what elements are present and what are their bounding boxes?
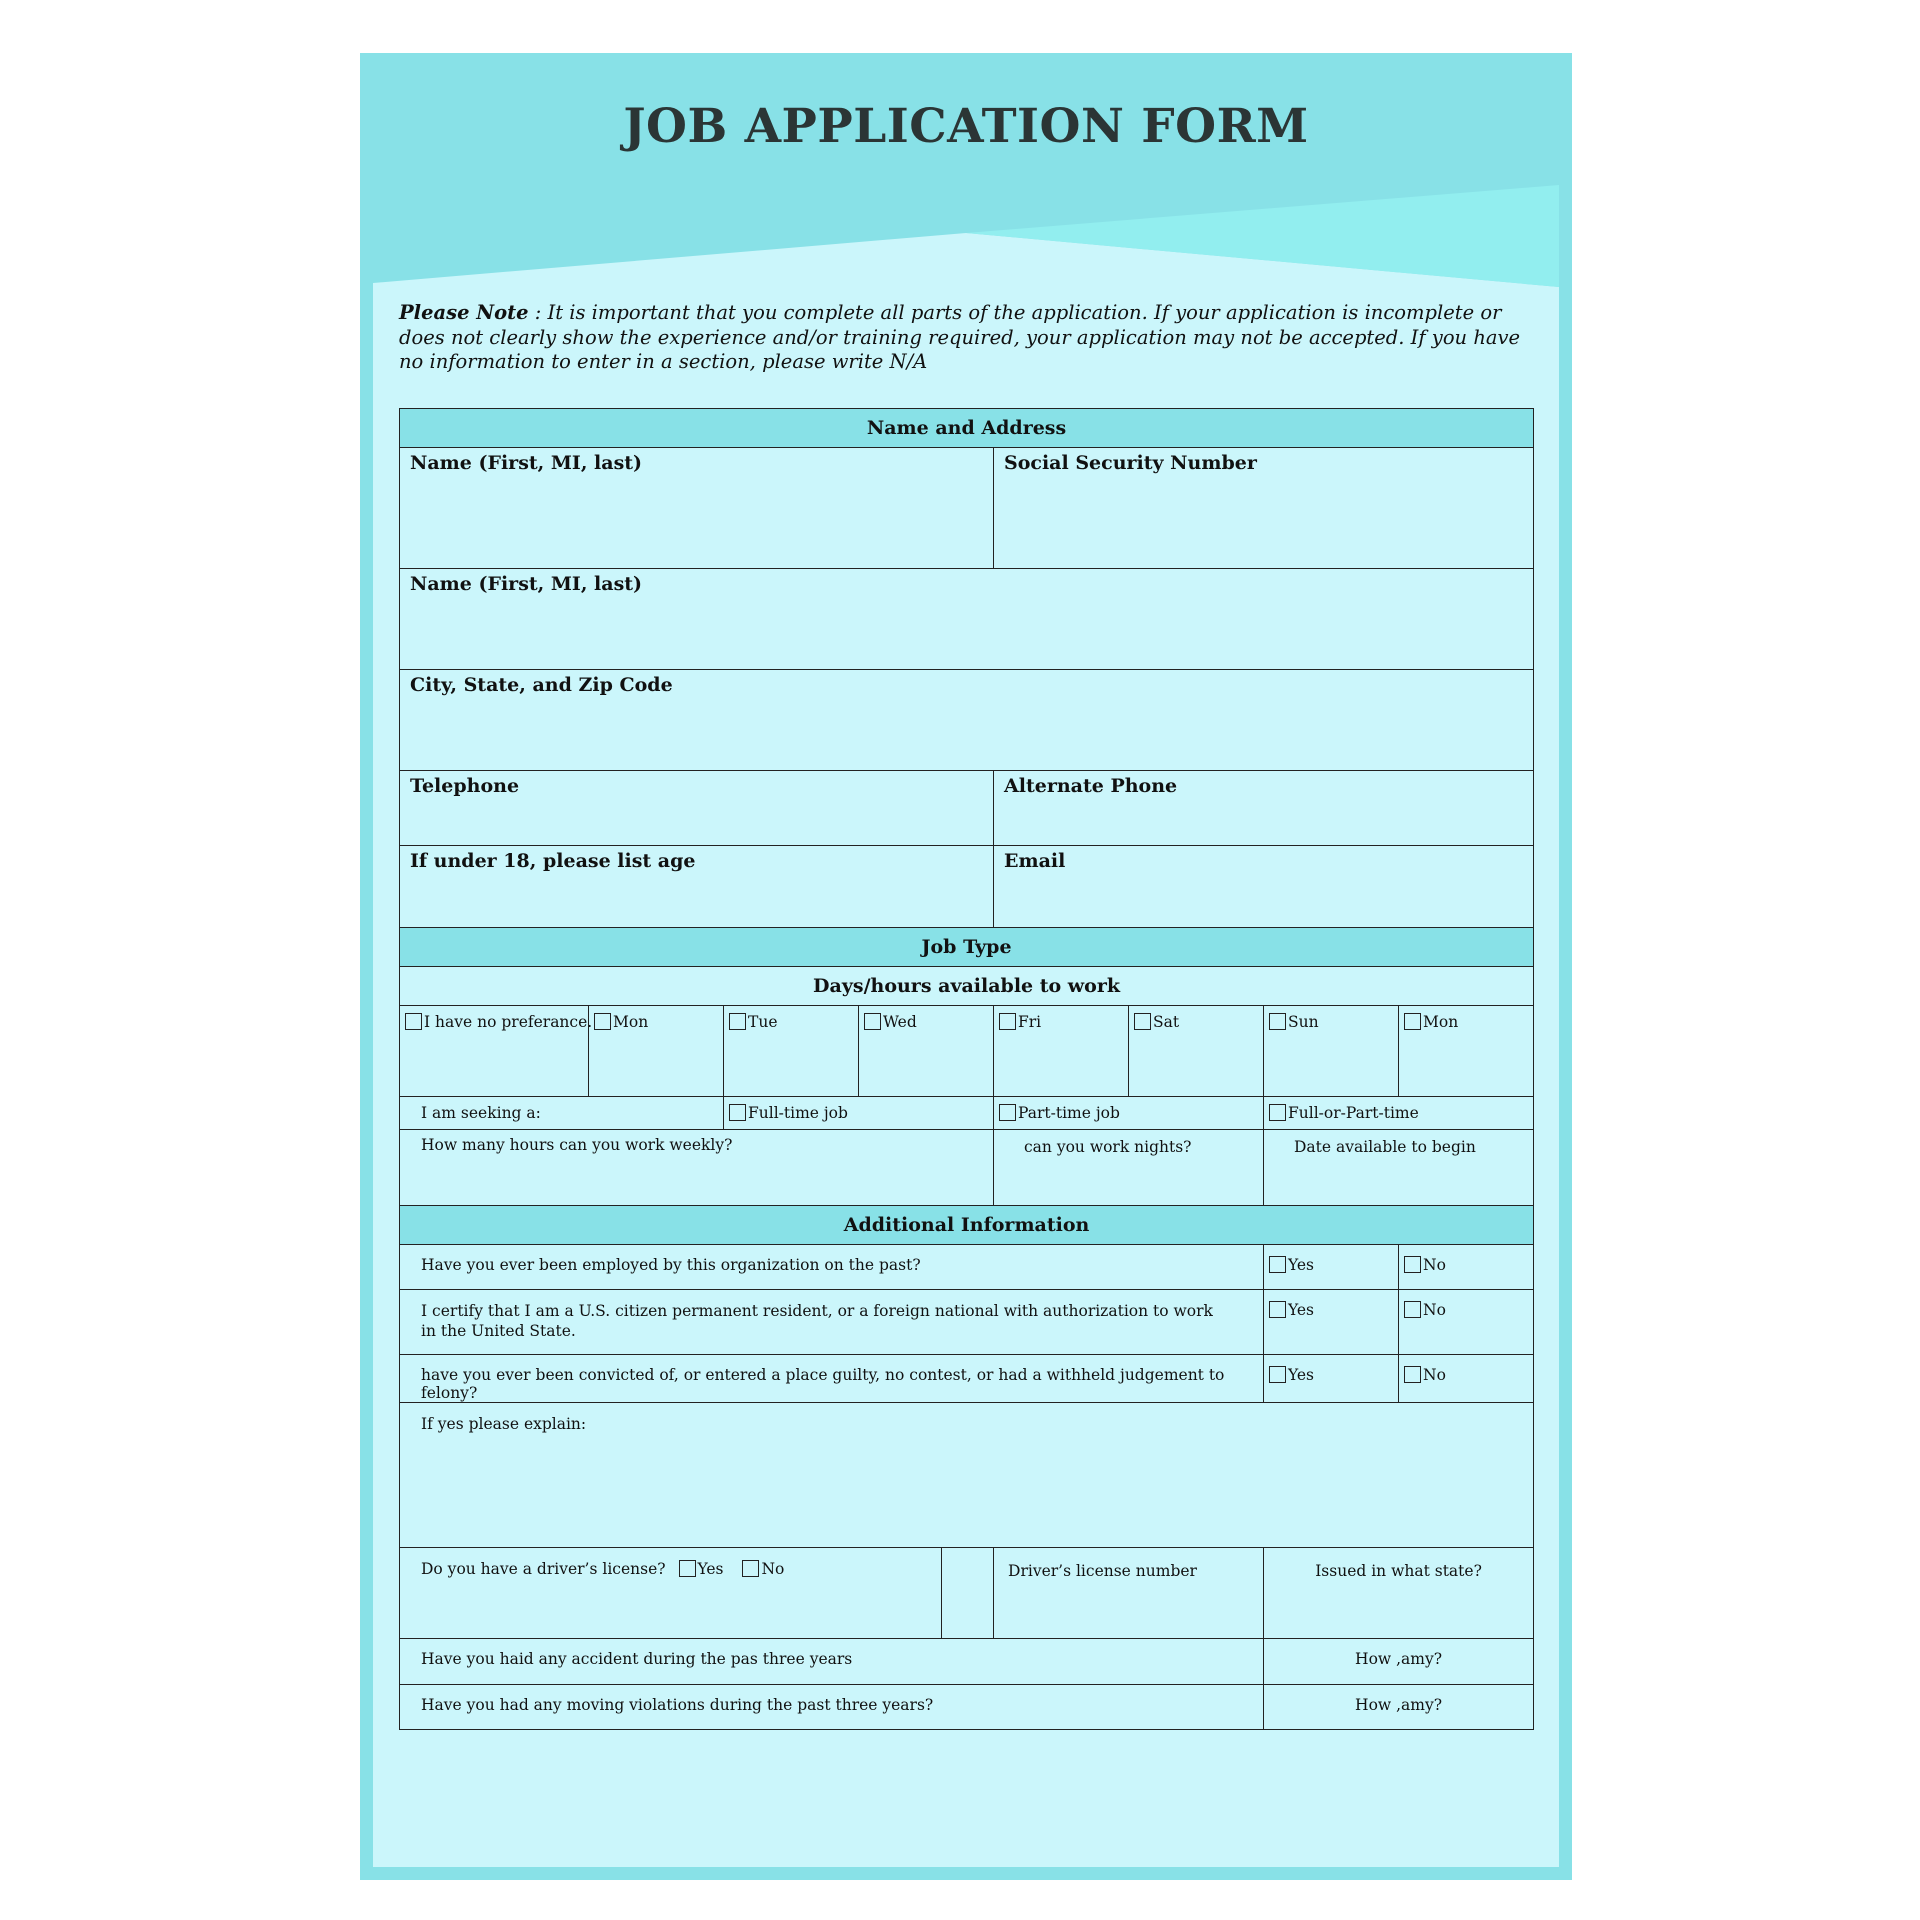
- no-label: No: [1423, 1301, 1446, 1319]
- yes-label: Yes: [697, 1560, 724, 1578]
- checkbox-full-or-part-time[interactable]: [1269, 1104, 1286, 1121]
- accident-question: [400, 1639, 1264, 1685]
- employed-question-text: Have you ever been employed by this organization on the past?: [421, 1256, 921, 1274]
- day-label: Mon: [613, 1013, 649, 1031]
- day-label: Fri: [1018, 1013, 1042, 1031]
- note-text: : It is important that you complete all parts of the application. If your application is incomplete or does not clearly show the experience and/or training required, your application may not be accepted. If you have no information to enter in a section, please write N/A: [399, 301, 1521, 373]
- citizen-yes[interactable]: [1264, 1290, 1399, 1355]
- checkbox-citizen-no[interactable]: [1404, 1301, 1421, 1318]
- section-header-name-address: Name and Address: [400, 409, 1534, 448]
- checkbox-fri[interactable]: [999, 1013, 1016, 1030]
- divider: [941, 1547, 942, 1639]
- convicted-question-text: have you ever been convicted of, or entered a place guilty, no contest, or had a withheld judgement to felony?: [421, 1366, 1225, 1402]
- checkbox-part-time[interactable]: [999, 1104, 1016, 1121]
- email-label: Email: [1004, 850, 1066, 872]
- city-state-zip-field[interactable]: [400, 670, 1534, 771]
- employed-question: [400, 1245, 1264, 1290]
- page-title: JOB APPLICATION FORM: [623, 99, 1309, 154]
- checkbox-sat[interactable]: [1134, 1013, 1151, 1030]
- hours-weekly-field[interactable]: [400, 1130, 994, 1206]
- ssn-label: Social Security Number: [1004, 452, 1257, 474]
- city-label: City, State, and Zip Code: [410, 674, 673, 696]
- convicted-question: [400, 1355, 1264, 1403]
- day-label: Wed: [883, 1013, 917, 1031]
- employed-yes[interactable]: [1264, 1245, 1399, 1290]
- name-label-2: Name (First, MI, last): [410, 573, 643, 595]
- telephone-label: Telephone: [410, 775, 520, 797]
- license-number-label: Driver’s license number: [1008, 1562, 1197, 1580]
- age-label: If under 18, please list age: [410, 850, 696, 872]
- section-header-job-type: Job Type: [400, 928, 1534, 967]
- no-label: No: [1423, 1256, 1446, 1274]
- accident-how-many-field[interactable]: [1264, 1639, 1534, 1685]
- seeking-label: I am seeking a:: [421, 1104, 541, 1122]
- date-available-field[interactable]: [1264, 1130, 1534, 1206]
- instructions-note: [399, 301, 1539, 375]
- checkbox-convicted-yes[interactable]: [1269, 1366, 1286, 1383]
- day-cell-mon-2[interactable]: [1399, 1006, 1534, 1097]
- seeking-label-cell: [400, 1097, 724, 1130]
- name-field-2[interactable]: [400, 569, 1534, 670]
- day-cell-fri[interactable]: [994, 1006, 1129, 1097]
- violations-how-many-field[interactable]: [1264, 1685, 1534, 1730]
- checkbox-no-preference[interactable]: [405, 1013, 422, 1030]
- section-header-additional: Additional Information: [400, 1206, 1534, 1245]
- days-hours-header: Days/hours available to work: [400, 967, 1534, 1006]
- application-table: [399, 408, 1534, 1730]
- day-label: I have no preferance.: [424, 1013, 593, 1031]
- checkbox-sun[interactable]: [1269, 1013, 1286, 1030]
- checkbox-tue[interactable]: [729, 1013, 746, 1030]
- violations-question: [400, 1685, 1264, 1730]
- license-number-field[interactable]: [994, 1548, 1264, 1639]
- note-label: Please Note: [399, 301, 529, 324]
- no-label: No: [761, 1560, 785, 1578]
- yes-label: Yes: [1288, 1301, 1315, 1319]
- work-nights-field[interactable]: [994, 1130, 1264, 1206]
- yes-label: Yes: [1288, 1366, 1315, 1384]
- how-many-label: How ,amy?: [1355, 1650, 1443, 1668]
- age-field[interactable]: [400, 846, 994, 928]
- issued-state-label: Issued in what state?: [1315, 1562, 1482, 1580]
- convicted-no[interactable]: [1399, 1355, 1534, 1403]
- checkbox-convicted-no[interactable]: [1404, 1366, 1421, 1383]
- checkbox-citizen-yes[interactable]: [1269, 1301, 1286, 1318]
- day-label: Tue: [748, 1013, 778, 1031]
- citizen-question-line1: I certify that I am a U.S. citizen permanent resident, or a foreign national with authorization to work: [421, 1302, 1213, 1320]
- yes-label: Yes: [1288, 1256, 1315, 1274]
- option-full-or-part-time[interactable]: [1264, 1097, 1534, 1130]
- citizen-question-line2: in the United State.: [421, 1322, 576, 1340]
- full-time-label: Full-time job: [748, 1104, 848, 1122]
- explain-field[interactable]: [400, 1403, 1534, 1548]
- day-cell-mon[interactable]: [589, 1006, 724, 1097]
- how-many-label: How ,amy?: [1355, 1696, 1443, 1714]
- checkbox-mon[interactable]: [594, 1013, 611, 1030]
- checkbox-license-no[interactable]: [742, 1560, 759, 1577]
- license-question-text: Do you have a driver’s license?: [421, 1560, 666, 1578]
- name-label: Name (First, MI, last): [410, 452, 643, 474]
- employed-no[interactable]: [1399, 1245, 1534, 1290]
- no-label: No: [1423, 1366, 1446, 1384]
- name-field[interactable]: [400, 448, 994, 569]
- accident-question-text: Have you haid any accident during the pas three years: [421, 1650, 853, 1668]
- part-time-label: Part-time job: [1018, 1104, 1120, 1122]
- license-question: [400, 1548, 994, 1639]
- day-cell-sat[interactable]: [1129, 1006, 1264, 1097]
- alternate-phone-field[interactable]: [994, 771, 1534, 846]
- checkbox-license-yes[interactable]: [679, 1560, 696, 1577]
- checkbox-employed-yes[interactable]: [1269, 1256, 1286, 1273]
- date-available-label: Date available to begin: [1294, 1138, 1476, 1156]
- alternate-phone-label: Alternate Phone: [1004, 775, 1178, 797]
- day-cell-no-preference[interactable]: [400, 1006, 593, 1097]
- day-label: Sun: [1288, 1013, 1319, 1031]
- telephone-field[interactable]: [400, 771, 994, 846]
- convicted-yes[interactable]: [1264, 1355, 1399, 1403]
- day-cell-sun[interactable]: [1264, 1006, 1399, 1097]
- citizen-question: [400, 1290, 1264, 1355]
- checkbox-employed-no[interactable]: [1404, 1256, 1421, 1273]
- option-part-time[interactable]: [994, 1097, 1264, 1130]
- day-label: Sat: [1153, 1013, 1180, 1031]
- full-or-part-time-label: Full-or-Part-time: [1288, 1104, 1419, 1122]
- checkbox-full-time[interactable]: [729, 1104, 746, 1121]
- form-page: [373, 65, 1559, 1867]
- checkbox-wed[interactable]: [864, 1013, 881, 1030]
- day-cell-tue[interactable]: [724, 1006, 859, 1097]
- hours-weekly-label: How many hours can you work weekly?: [421, 1136, 733, 1154]
- ssn-field[interactable]: [994, 448, 1534, 569]
- issued-state-field[interactable]: [1264, 1548, 1534, 1639]
- option-full-time[interactable]: [724, 1097, 994, 1130]
- checkbox-mon-2[interactable]: [1404, 1013, 1421, 1030]
- explain-label: If yes please explain:: [421, 1415, 587, 1433]
- work-nights-label: can you work nights?: [1024, 1138, 1192, 1156]
- citizen-no[interactable]: [1399, 1290, 1534, 1355]
- email-field[interactable]: [994, 846, 1534, 928]
- violations-question-text: Have you had any moving violations during the past three years?: [421, 1696, 934, 1714]
- day-label: Mon: [1423, 1013, 1459, 1031]
- day-cell-wed[interactable]: [859, 1006, 994, 1097]
